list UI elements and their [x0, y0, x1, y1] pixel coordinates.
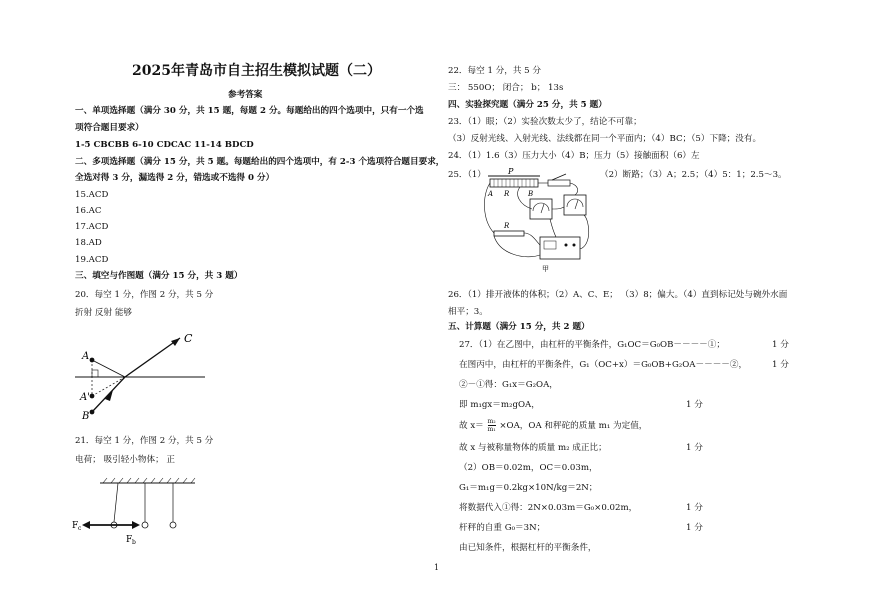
q20-answers: 折射 反射 能够 — [75, 308, 133, 318]
section1-header-cont: 项符合题目要求） — [75, 123, 144, 133]
incident-ray — [92, 360, 125, 377]
q27-step3: ②－①得：G₁x＝G₂OA， — [459, 380, 558, 390]
label-fb: F — [126, 535, 133, 545]
fraction — [488, 418, 496, 433]
force-b-head — [132, 521, 140, 529]
force-c-head — [82, 521, 90, 529]
right-angle-mark — [92, 370, 98, 377]
label-fc: F — [72, 521, 79, 531]
q27-part2-g0-score: 1 分 — [686, 523, 703, 533]
q23-answer-line1: 23．（1）眼；（2）实验次数太少了，结论不可靠； — [448, 117, 642, 127]
ray-b — [92, 377, 125, 412]
q27-step5 — [459, 418, 647, 433]
q27-step5-suffix: ×OA，OA 和秤砣的质量 m₁ 为定值， — [499, 421, 648, 431]
q23-answer-line2: （3）反射光线、入射光线、法线都在同一个平面内；（4）BC；（5）下降；没有。 — [448, 134, 762, 144]
section1-answers: 1-5 CBCBB 6-10 CDCAC 11-14 BDCD — [75, 140, 254, 150]
section2-header: 二、多项选择题（满分 15 分，共 5 题。每题给出的四个选项中，有 2-3 个选项符合题目要求， — [75, 157, 445, 167]
power-supply — [540, 237, 580, 259]
ball-2 — [142, 522, 148, 528]
section2-header-cont: 全选对得 3 分，漏选得 2 分，错选或不选得 0 分） — [75, 173, 275, 183]
label-a: A — [82, 351, 90, 362]
q27-step1: 27．（1）在乙图中，由杠杆的平衡条件，G₁OC＝G₀OB－－－－①； — [459, 340, 725, 350]
q21-answers: 电荷； 吸引轻小物体； 正 — [75, 455, 175, 465]
page-subtitle: 参考答案 — [228, 90, 263, 100]
label-p: P — [508, 167, 514, 176]
q27-part2-given: （2）OB＝0.02m，OC＝0.03m， — [459, 463, 598, 473]
q21-scoring: 21．每空 1 分，作图 2 分，共 5 分 — [75, 436, 214, 446]
fraction-denominator: m₁ — [487, 426, 496, 433]
page-number: 1 — [434, 563, 440, 572]
q27-step5-prefix: 故 x＝ — [459, 421, 484, 431]
virtual-ray — [92, 377, 125, 396]
fixed-resistor — [494, 231, 524, 236]
q27-part2-substitute: 将数据代入①得：2N×0.03m＝G₀×0.02m， — [459, 503, 638, 513]
q27-step6: 故 x 与被称量物体的质量 m₂ 成正比； — [459, 443, 607, 453]
label-a-image: A' — [80, 392, 90, 403]
q22-scoring: 22．每空 1 分，共 5 分 — [448, 66, 541, 76]
label-fb-sub: b — [132, 539, 136, 546]
q27-step2: 在图丙中，由杠杆的平衡条件，G₁（OC+x）＝G₀OB+G₂OA－－－－②， — [459, 360, 748, 370]
q27-step1-score: 1 分 — [772, 340, 789, 350]
label-fc-sub: c — [78, 525, 82, 532]
label-b: B — [528, 190, 534, 198]
answer-q19: 19.ACD — [75, 255, 109, 265]
label-c: C — [184, 332, 193, 345]
q21-electrostatics-diagram — [70, 478, 205, 548]
answer-q15: 15.ACD — [75, 190, 109, 200]
arrow-ray-b — [105, 390, 113, 401]
q20-optics-diagram — [70, 330, 210, 426]
q22-answers: 三： 550O； 闭合； b； 13s — [448, 83, 564, 93]
section4-header: 四、实验探究题（满分 25 分，共 5 题） — [448, 100, 607, 110]
q20-scoring: 20．每空 1 分，作图 2 分，共 5 分 — [75, 290, 214, 300]
switch — [548, 180, 570, 186]
q26-answer-line2: 相平；3。 — [448, 307, 488, 317]
section1-header: 一、单项选择题（满分 30 分，共 15 题，每题 2 分。每题给出的四个选项中，只有一个选 — [75, 106, 424, 116]
q25-circuit-diagram — [480, 165, 595, 273]
label-r2: R — [504, 222, 510, 230]
label-r: R — [504, 190, 510, 198]
q27-step2-score: 1 分 — [772, 360, 789, 370]
q26-answer-line1: 26．（1）排开液体的体积；（2）A、C、E； （3）8；偏大。（4）直到标记处与碗外水面 — [448, 290, 788, 300]
q24-answer: 24．（1）1.6（3）压力大小（4）B；压力（5）接触面积（6）左 — [448, 151, 700, 161]
arrow-ray-c — [171, 338, 180, 346]
label-a: A — [488, 190, 494, 198]
answer-q18: 18.AD — [75, 238, 102, 248]
q27-part2-substitute-score: 1 分 — [686, 503, 703, 513]
q27-step4: 即 m₁gx＝m₂gOA， — [459, 400, 540, 410]
ray-c — [125, 338, 180, 377]
answer-q16: 16.AC — [75, 206, 102, 216]
thread-1 — [114, 483, 118, 522]
q27-step6-score: 1 分 — [686, 443, 703, 453]
answer-q17: 17.ACD — [75, 222, 109, 232]
q27-step4-score: 1 分 — [686, 400, 703, 410]
section3-header: 三、填空与作图题（满分 15 分，共 3 题） — [75, 271, 243, 281]
q27-part2-g1: G₁＝m₁g＝0.2kg×10N/kg＝2N； — [459, 483, 598, 493]
q25-label: 25．（1） — [448, 170, 486, 180]
fraction-numerator: m₂ — [487, 418, 496, 425]
page-title: 2025年青岛市自主招生模拟试题（二） — [132, 63, 381, 79]
ball-3 — [170, 522, 176, 528]
section5-header: 五、计算题（满分 15 分，共 2 题） — [448, 322, 590, 332]
label-b: B — [82, 411, 90, 422]
q25-answers: （2）断路；（3）A；2.5；（4）5：1；2.5～3。 — [600, 170, 787, 180]
label-jia: 甲 — [542, 265, 549, 273]
q27-part2-g0: 杆秤的自重 G₀＝3N； — [459, 523, 546, 533]
q27-part2-condition: 由已知条件，根据杠杆的平衡条件， — [459, 543, 597, 553]
